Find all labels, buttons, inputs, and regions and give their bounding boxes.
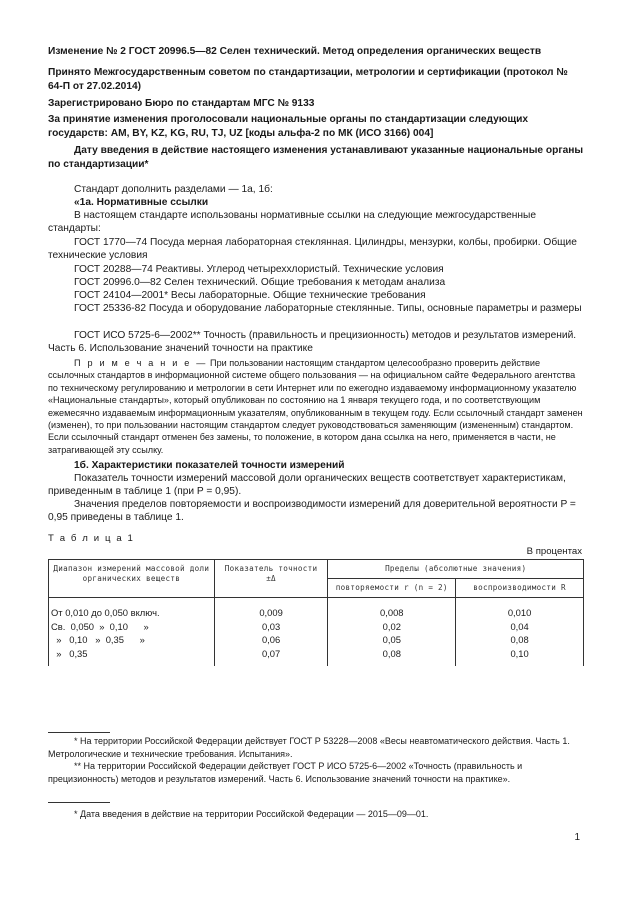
cell-accuracy: 0,06 <box>214 633 328 647</box>
footnote-rule <box>48 802 110 803</box>
cell-reproducibility: 0,04 <box>456 620 584 634</box>
ref-item: ГОСТ 25336-82 Посуда и оборудование лабораторные стеклянные. Типы, основные параметры и размеры <box>74 303 582 314</box>
cell-accuracy: 0,07 <box>214 647 328 667</box>
header-accuracy: Показатель точности ±Δ <box>214 560 328 598</box>
cell-reproducibility: 0,10 <box>456 647 584 667</box>
note-text: При пользовании настоящим стандартом целесообразно проверить действие ссылочных стандартов в информационной системе общего пользования — на официальном сайте Федерального агентства по техническому регулированию и метрологии в сети Интернет или по ежегодно издаваемому информационному указателю «Национальные стандарты», который опубликован по состоянию на 1 января текущего года, и по соответствующим ежемесячно издаваемым информационным указателям, опубликованным в текущем году. Если ссылочный стандарт заменен (изменен), то при пользовании настоящим стандартом следует руководствоваться заменяющим (измененным) стандартом. Если ссылочный стандарт отменен без замены, то положение, в котором дана ссылка на него, применяется в части, не затрагивающей эту ссылку. <box>48 358 583 455</box>
cell-range: » 0,35 <box>49 647 215 667</box>
header-range: Диапазон измерений массовой доли органических веществ <box>49 560 215 598</box>
footnote-rule <box>48 732 110 733</box>
table-row <box>49 633 584 647</box>
cell-reproducibility: 0,08 <box>456 633 584 647</box>
cell-repeatability: 0,08 <box>328 647 456 667</box>
registered-line: Зарегистрировано Бюро по стандартам МГС № 9133 <box>48 98 315 109</box>
note-paragraph <box>48 357 584 456</box>
section-1a-text: В настоящем стандарте использованы нормативные ссылки на следующие межгосударственные стандарты: <box>48 210 537 235</box>
footnote-3: * Дата введения в действие на территории Российской Федерации — 2015—09—01. <box>74 809 429 819</box>
cell-repeatability: 0,02 <box>328 620 456 634</box>
header-reproducibility: воспроизводимости R <box>456 579 584 598</box>
cell-repeatability: 0,008 <box>328 598 456 620</box>
footnote-1: * На территории Российской Федерации действует ГОСТ Р 53228—2008 «Весы неавтоматического действия. Часть 1. Метрологические и технические требования. Испытания». <box>48 736 570 759</box>
cell-range: От 0,010 до 0,050 включ. <box>49 598 215 620</box>
footnote-2: ** На территории Российской Федерации действует ГОСТ Р ИСО 5725-6—2002 «Точность (правильность и прецизионность) методов и результатов измерений. Часть 6. Использование значений точности на практике». <box>48 761 523 784</box>
cell-accuracy: 0,03 <box>214 620 328 634</box>
cell-repeatability: 0,05 <box>328 633 456 647</box>
table-label: Т а б л и ц а 1 <box>48 533 135 544</box>
ref-item: ГОСТ ИСО 5725-6—2002** Точность (правильность и прецизионность) методов и результатов измерений. Часть 6. Использование значений точности на практике <box>48 330 577 355</box>
section-1a-title: «1а. Нормативные ссылки <box>74 197 209 208</box>
ref-item: ГОСТ 24104—2001* Весы лабораторные. Общие технические требования <box>74 290 426 301</box>
section-1b-title: 1б. Характеристики показателей точности измерений <box>74 460 345 471</box>
header-repeatability: повторяемости r (n = 2) <box>328 579 456 598</box>
section-1b-text1: Показатель точности измерений массовой доли органических веществ соответствует характеристикам, приведенным в таблице 1 (при P = 0,95). <box>48 473 566 498</box>
table-row <box>49 598 584 620</box>
table-row <box>49 620 584 634</box>
amendment-title: Изменение № 2 ГОСТ 20996.5—82 Селен технический. Метод определения органических веществ <box>48 46 542 57</box>
note-lead: П р и м е ч а н и е — <box>74 358 208 368</box>
header-limits: Пределы (абсолютные значения) <box>328 560 584 579</box>
adopted-by: Принято Межгосударственным советом по стандартизации, метрологии и сертификации (протокол № 64-П от 27.02.2014) <box>48 67 568 92</box>
table-row <box>49 647 584 667</box>
cell-reproducibility: 0,010 <box>456 598 584 620</box>
ref-item: ГОСТ 20288—74 Реактивы. Углерод четыреххлористый. Технические условия <box>74 264 444 275</box>
accuracy-table <box>48 559 584 666</box>
cell-accuracy: 0,009 <box>214 598 328 620</box>
section-1b-text2: Значения пределов повторяемости и воспроизводимости измерений для доверительной вероятности P = 0,95 приведены в таблице 1. <box>48 499 576 524</box>
effective-date: Дату введения в действие настоящего изменения устанавливают указанные национальные органы по стандартизации* <box>48 145 584 170</box>
table-units: В процентах <box>526 546 582 557</box>
ref-item: ГОСТ 20996.0—82 Селен технический. Общие требования к методам анализа <box>74 277 446 288</box>
intro-line: Стандарт дополнить разделами — 1а, 1б: <box>74 184 273 195</box>
ref-item: ГОСТ 1770—74 Посуда мерная лабораторная стеклянная. Цилиндры, мензурки, колбы, пробирки. Общие технические условия <box>48 237 577 262</box>
cell-range: » 0,10 » 0,35 » <box>49 633 215 647</box>
cell-range: Св. 0,050 » 0,10 » <box>49 620 215 634</box>
voted-states: За принятие изменения проголосовали национальные органы по стандартизации следующих государств: AM, BY, KZ, KG, RU, TJ, UZ [коды альфа-2 по МК (ИСО 3166) 004] <box>48 114 529 139</box>
page-number: 1 <box>574 832 580 843</box>
